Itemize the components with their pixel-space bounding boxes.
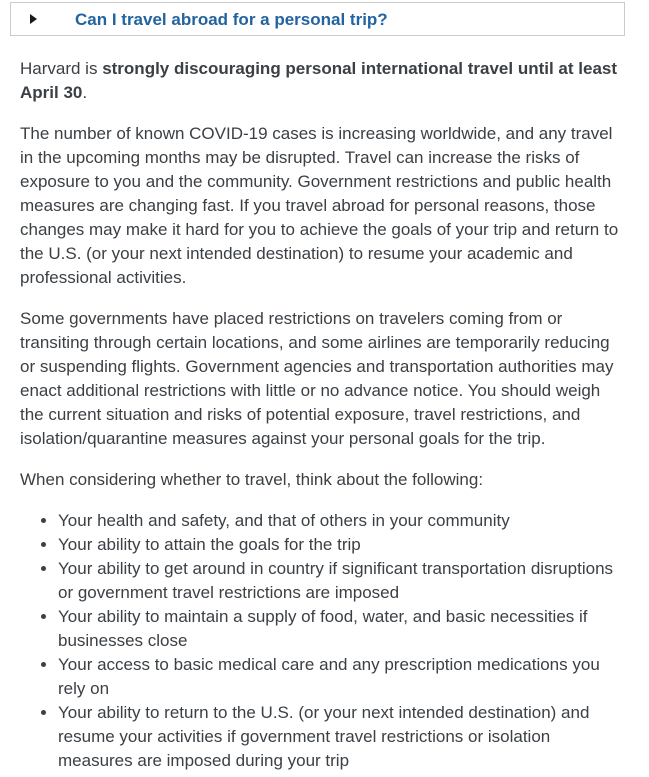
intro-paragraph-normal: Harvard is [20,59,103,78]
considerations-list [20,509,623,773]
intro-paragraph-bold: strongly discouraging personal international travel until at least April 30 [20,59,618,102]
expand-triangle-icon[interactable] [30,14,37,24]
list-item: • Your ability to get around in country if significant transportation disruptions or government travel restrictions are imposed [58,557,623,605]
faq-accordion-header[interactable] [10,2,625,36]
faq-answer-body [20,57,623,773]
intro-paragraph-period: . [82,83,88,102]
government-restrictions-paragraph: Some governments have placed restrictions on travelers coming from or transiting through certain locations, and some airlines are temporarily reducing or suspending flights. Government agencies and transportation authorities may enact additional restrictions with little or no advance notice. You should weigh the current situation and risks of potential exposure, travel restrictions, and isolation/quarantine measures against your personal goals for the trip. [20,309,614,448]
list-item: • Your health and safety, and that of others in your community [58,509,623,533]
list-item: • Your ability to return to the U.S. (or your next intended destination) and resume your activities if government travel restrictions or isolation measures are imposed during your trip [58,701,623,773]
list-item: • Your access to basic medical care and any prescription medications you rely on [58,653,623,701]
list-item: • Your ability to maintain a supply of food, water, and basic necessities if businesses close [58,605,623,653]
faq-question-title[interactable]: Can I travel abroad for a personal trip? [75,9,388,29]
intro-paragraph [20,57,623,105]
considerations-lead-paragraph: When considering whether to travel, think about the following: [20,470,484,489]
list-item: • Your ability to attain the goals for the trip [58,533,623,557]
covid-cases-paragraph: The number of known COVID-19 cases is increasing worldwide, and any travel in the upcoming months may be disrupted. Travel can increase the risks of exposure to you and the community. Government restrictions and public health measures are changing fast. If you travel abroad for personal reasons, those changes may make it hard for you to achieve the goals of your trip and return to the U.S. (or your next intended destination) to resume your academic and professional activities. [20,124,619,287]
